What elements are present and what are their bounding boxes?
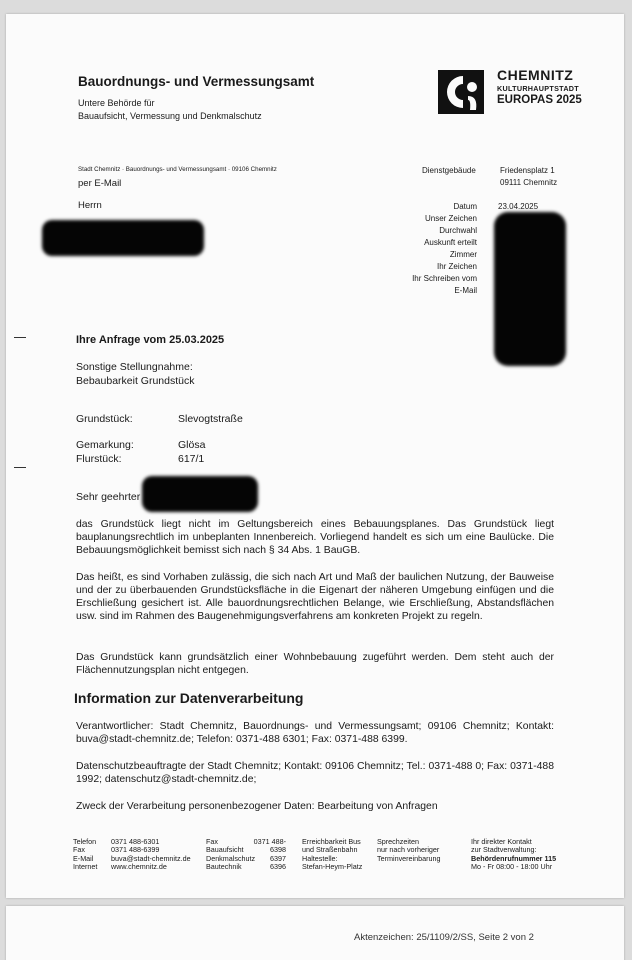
footer-transport — [302, 838, 362, 872]
office-label: Dienstgebäude — [422, 166, 476, 175]
data-info-heading: Information zur Datenverarbeitung — [74, 690, 304, 706]
department-title: Bauordnungs- und Vermessungsamt — [78, 74, 315, 89]
data-info-paragraph-1: Verantwortlicher: Stadt Chemnitz, Bauordnungs- und Vermessungsamt; 09106 Chemnitz; Kontakt: buva@stadt-chemnitz.de; Telefon: 0371-488 6301; Fax: 0371-488 6399. — [76, 721, 554, 745]
paragraph-2: Das heißt, es sind Vorhaben zulässig, die sich nach Art und Maß der baulichen Nutzung, der Bauweise und der zu überbauenden Grundstücksfläche in die Eigenart der näheren Umgebung einfügen und die Erschließung gesichert ist. Alle bauordnungsrechtlichen Belange, wie Erschließung, Abstandsflächen usw. sind im Rahmen des Baugenehmigungsverfahrens am konkreten Projekt zu regeln. — [76, 572, 554, 622]
greeting: Sehr geehrter — [76, 491, 141, 503]
subject-title: Ihre Anfrage vom 25.03.2025 — [76, 334, 225, 346]
delivery-method: per E-Mail — [78, 178, 122, 189]
footer-office-hours — [377, 838, 441, 863]
footer-email: buva@stadt-chemnitz.de — [111, 853, 191, 863]
meta-label-email: E-Mail — [454, 286, 477, 295]
letter-page-2 — [6, 906, 624, 960]
footer-value: 6396 — [270, 862, 286, 872]
footer-line: zur Stadtverwaltung: — [471, 845, 537, 855]
footer-line: nur nach vorheriger — [377, 845, 440, 855]
logo-wordmark — [497, 68, 582, 107]
footer-line: Erreichbarkeit Bus — [302, 837, 361, 846]
office-address-2: 09111 Chemnitz — [500, 178, 558, 187]
footer-label: Denkmalschutz — [206, 853, 256, 863]
letter-page-1 — [6, 14, 624, 898]
page2-reference: Aktenzeichen: 25/1109/2/SS, Seite 2 von 2 — [354, 932, 534, 943]
parcel-label: Flurstück: — [76, 453, 122, 465]
footer-contact — [471, 838, 556, 872]
footer-phone: 0371 488-6301 — [111, 837, 160, 846]
plot-value: Slevogtstraße — [178, 413, 243, 425]
data-info-paragraph-2: Datenschutzbeauftragte der Stadt Chemnitz; Kontakt: 09106 Chemnitz; Tel.: 0371-488 0; Fax: 0371-488 1992; datenschutz@stadt-chemnitz.de; — [76, 761, 554, 785]
redacted-recipient — [42, 220, 204, 256]
footer-label: Telefon — [73, 837, 97, 846]
footer-line: Terminvereinbarung — [377, 853, 441, 863]
district-label: Gemarkung: — [76, 439, 134, 451]
meta-label-your-ref: Ihr Zeichen — [436, 262, 477, 271]
redacted-name — [142, 476, 258, 512]
redacted-meta-values — [494, 212, 566, 366]
footer-line: Haltestelle: — [302, 853, 338, 863]
footer-line: Sprechzeiten — [377, 837, 419, 846]
footer-col1-values — [111, 838, 191, 872]
data-info-paragraph-3: Zweck der Verarbeitung personenbezogener Daten: Bearbeitung von Anfragen — [76, 801, 438, 812]
footer-label: Fax — [73, 845, 85, 855]
footer-col2-values — [244, 838, 286, 872]
footer-label: Bautechnik — [206, 862, 242, 872]
footer-line: Stefan-Heym-Platz — [302, 862, 363, 872]
footer-fax: 0371 488-6399 — [111, 845, 160, 855]
subject-line-1: Sonstige Stellungnahme: — [76, 361, 193, 373]
meta-label-info-by: Auskunft erteilt — [424, 238, 477, 247]
parcel-value: 617/1 — [178, 453, 205, 465]
recipient-salutation: Herrn — [78, 200, 102, 211]
logo-line-3: EUROPAS 2025 — [497, 94, 582, 107]
chemnitz-logo-icon — [438, 70, 484, 114]
sender-line: Stadt Chemnitz · Bauordnungs- und Vermessungsamt · 09106 Chemnitz — [78, 166, 277, 173]
logo-line-2: KULTURHAUPTSTADT — [497, 84, 579, 93]
department-subtitle-2: Bauaufsicht, Vermessung und Denkmalschutz — [78, 111, 262, 121]
district-value: Glösa — [178, 439, 206, 451]
footer-value: 6398 — [270, 845, 286, 855]
footer-col1-labels — [73, 838, 97, 872]
meta-label-your-letter: Ihr Schreiben vom — [412, 274, 477, 283]
meta-label-our-ref: Unser Zeichen — [424, 214, 477, 223]
plot-label: Grundstück: — [76, 413, 133, 425]
fold-mark-top — [14, 337, 26, 338]
footer-value: 6397 — [270, 853, 286, 863]
meta-label-date: Datum — [453, 202, 477, 211]
office-address-1: Friedensplatz 1 — [500, 166, 555, 175]
meta-label-extension: Durchwahl — [439, 226, 477, 235]
fold-mark-bottom — [14, 467, 26, 468]
footer-website: www.chemnitz.de — [111, 862, 167, 872]
footer-label: E-Mail — [73, 853, 94, 863]
subject-line-2: Bebaubarkeit Grundstück — [76, 375, 195, 387]
paragraph-3: Das Grundstück kann grundsätzlich einer Wohnbebauung zugeführt werden. Dem steht auch der Flächennutzungsplan nicht entgegen. — [76, 652, 554, 676]
meta-date-value: 23.04.2025 — [498, 202, 539, 211]
logo-line-1: CHEMNITZ — [497, 67, 574, 83]
meta-label-room: Zimmer — [449, 250, 477, 259]
footer-label: Bauaufsicht — [206, 845, 244, 855]
footer-hotline: Behördenrufnummer 115 — [471, 853, 557, 863]
footer-value: 0371 488- — [253, 837, 286, 846]
footer-line: Mo - Fr 08:00 - 18:00 Uhr — [471, 862, 553, 872]
footer-line: und Straßenbahn — [302, 845, 358, 855]
footer-label: Internet — [73, 862, 98, 872]
footer-line: Ihr direkter Kontakt — [471, 837, 532, 846]
footer-label: Fax — [206, 837, 218, 846]
paragraph-1: das Grundstück liegt nicht im Geltungsbereich eines Bebauungsplanes. Das Grundstück liegt bauplanungsrechtlich im unbeplanten Innenbereich. Vorliegend handelt es sich um eine Baulücke. Die Bebauungsmöglichkeit bemisst sich nach § 34 Abs. 1 BauGB. — [76, 519, 554, 556]
department-subtitle-1: Untere Behörde für — [78, 98, 155, 108]
